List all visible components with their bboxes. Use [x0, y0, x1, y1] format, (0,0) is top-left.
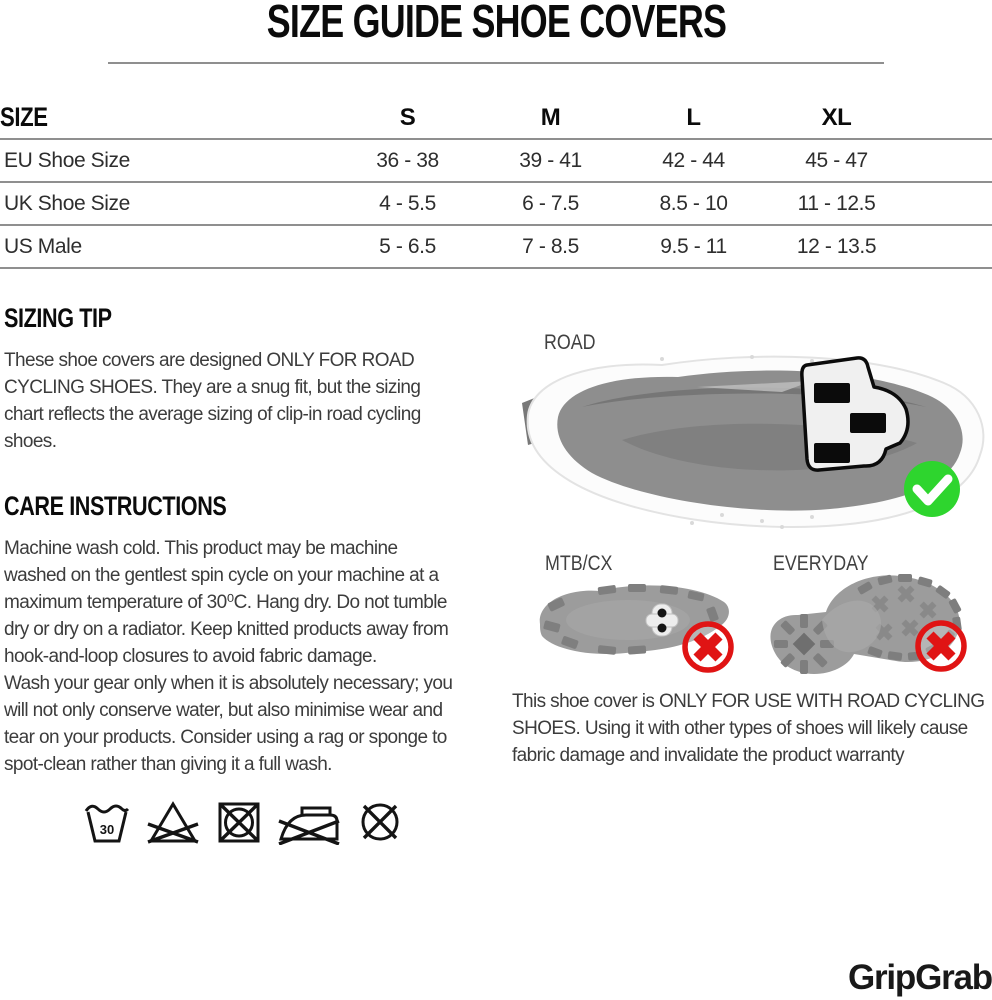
- left-column: [4, 303, 462, 778]
- sizing-tip-heading: SIZING TIP: [4, 303, 112, 333]
- do-not-dry-clean-icon: [356, 799, 404, 845]
- cross-icon: [913, 618, 969, 674]
- size-cell: 42 - 44: [662, 148, 725, 172]
- everyday-label: EVERYDAY: [773, 552, 869, 575]
- check-icon: [904, 461, 960, 517]
- svg-text:30: 30: [99, 822, 115, 837]
- table-row-uk: [0, 182, 992, 225]
- spacer-cell: [908, 225, 992, 268]
- road-only-warning: This shoe cover is ONLY FOR USE WITH ROAD CYCLING SHOES. Using it with other types of shoes will likely cause fabric damage and invalidate the product warranty: [512, 691, 985, 766]
- row-label: US Male: [4, 234, 82, 258]
- spacer-cell: [908, 139, 992, 182]
- do-not-bleach-icon: [146, 799, 200, 845]
- column-header-l: L: [686, 103, 701, 131]
- road-label: ROAD: [544, 331, 596, 354]
- column-header-m: M: [540, 103, 561, 131]
- table-row-eu: [0, 139, 992, 182]
- sizing-tip-text: These shoe covers are designed ONLY FOR ROAD CYCLING SHOES. They are a snug fit, but the sizing chart reflects the average sizing of clip-in road cycling shoes.: [4, 350, 421, 452]
- page-title: SIZE GUIDE SHOE COVERS: [266, 0, 726, 47]
- do-not-tumble-dry-icon: [216, 799, 262, 845]
- cross-icon: [680, 619, 736, 675]
- brand-logo: GripGrab: [847, 958, 992, 997]
- size-cell: 12 - 13.5: [796, 234, 877, 258]
- machine-wash-30-icon: [84, 799, 130, 845]
- size-cell: 8.5 - 10: [659, 191, 728, 215]
- size-cell: 36 - 38: [376, 148, 439, 172]
- row-label: UK Shoe Size: [4, 191, 130, 215]
- care-paragraph-2: Wash your gear only when it is absolutely necessary; you will not only conserve water, but also minimise wear and tear on your products. Consider using a rag or sponge to spot-clean rather than giving it a full wash.: [4, 673, 453, 775]
- size-cell: 9.5 - 11: [660, 234, 727, 258]
- table-row-us: [0, 225, 992, 268]
- column-header-size: SIZE: [0, 102, 48, 132]
- size-cell: 11 - 12.5: [797, 191, 876, 215]
- road-shoe-sole-image: [512, 345, 992, 543]
- mtb-label: MTB/CX: [545, 552, 613, 575]
- table-header-row: [0, 97, 992, 139]
- care-symbols-row: [84, 799, 404, 845]
- size-cell: 7 - 8.5: [522, 234, 579, 258]
- do-not-iron-icon: [278, 799, 340, 845]
- title-divider: [108, 62, 884, 64]
- care-instructions-heading: CARE INSTRUCTIONS: [4, 491, 227, 521]
- size-cell: 5 - 6.5: [379, 234, 436, 258]
- size-table: [0, 97, 992, 269]
- column-header-xl: XL: [821, 103, 852, 131]
- spacer-column: [908, 97, 992, 139]
- size-cell: 45 - 47: [805, 148, 868, 172]
- size-cell: 6 - 7.5: [522, 191, 579, 215]
- size-cell: 4 - 5.5: [379, 191, 436, 215]
- size-cell: 39 - 41: [519, 148, 582, 172]
- row-label: EU Shoe Size: [4, 148, 130, 172]
- care-paragraph-1: Machine wash cold. This product may be machine washed on the gentlest spin cycle on your machine at a maximum temperature of 30⁰C. Hang dry. Do not tumble dry or dry on a radiator. Keep knitted products away from hook-and-loop closures to avoid fabric damage.: [4, 538, 449, 667]
- column-header-s: S: [399, 103, 416, 131]
- spacer-cell: [908, 182, 992, 225]
